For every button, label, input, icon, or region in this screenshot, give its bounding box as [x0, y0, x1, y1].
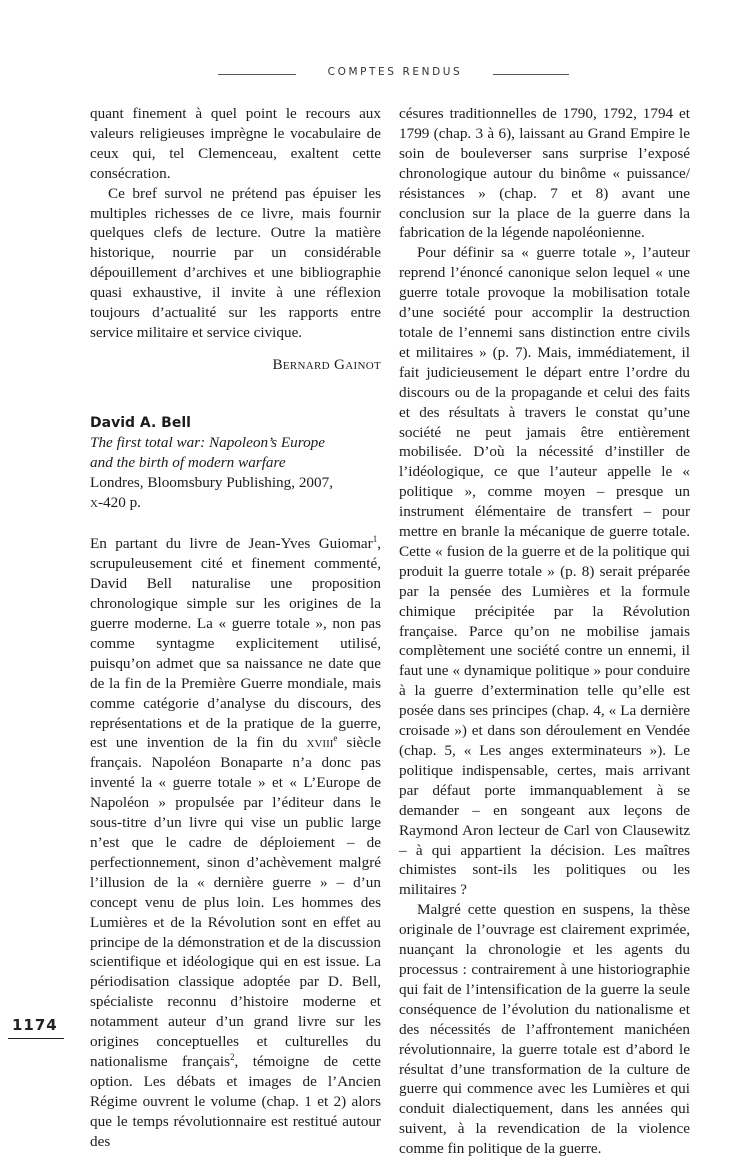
- book-pages: [90, 493, 381, 513]
- text-run: , témoigne de cette option. Les débats et images de l’Ancien Régime ouvrent le volume (chap. 1 et 2) alors que le temps révolutionnaire est restitué autour des: [90, 1052, 381, 1150]
- book-publisher: Londres, Bloomsbury Publishing, 2007,: [90, 473, 334, 491]
- left-column: [90, 104, 381, 1152]
- paragraph: Pour définir sa « guerre totale », l’auteur reprend l’énoncé canonique selon lequel « une guerre totale provoque la mobilisation totale d’une société pour accomplir la destruction totale de l’ennemi sans distinction entre civils et militaires » (p. 7). Mais, immédiatement, il fait judicieusement le départ entre l’ordre du discours ou de la propagande et celui des faits et des résultats à travers le constat qu’une société ne peut jamais être entièrement mobilisée. D’où la nécessité d’instiller de l’idéologique, ce que l’auteur appelle le « politique », comme moyen – presque un instrument élémentaire de transfert – pour mettre en branle la mécanique de guerre totale. Cette « fusion de la guerre et de la politique qui produit la guerre totale » (p. 8) serait préparée par la pensée des Lumières et la formule chimique précipitée par la Révolution française. Parce qu’on ne mobilise jamais complètement une société contre un ennemi, il faut une « dynamique politique » pour conduire à la guerre d’extermination telle qu’elle est posée dans ses principes (chap. 4, « La dernière croisade ») et dans son déroulement en Vendée (chap. 5, « Les anges exterminateurs »). Le politique indispensable, certes, mais arrivant par défaut porte immanquablement à se demander – en songeant aux leçons de Raymond Aron lecteur de Carl von Clausewitz – à qui appartient la décision. Les maîtres chimistes sont-ils les politiques ou les militaires ?: [399, 244, 690, 899]
- paragraph: Malgré cette question en suspens, la thèse originale de l’ouvrage est clairement exprimée, nuançant la chronologie et les agents du processus : contrairement à une historiographie qui fait de l’intensification de la guerre la seule conséquence de l’évolution du nationalisme et des nécessités de l’affrontement manichéen révolutionnaire, la guerre totale est d’abord le résultat d’une transformation de la culture de guerre qui commence avec les Lumières et qui conduit dialectiquement, dans les années qui suivent, à la revendication de la violence comme fin politique de la guerre.: [399, 901, 690, 1158]
- text-run: siècle français. Napoléon Bonaparte n’a donc pas inventé la « guerre totale » et « L’Europe de Napoléon » propulsée par l’éditeur dans le sous-titre d’un livre qui vise un public large n’est que le cadre de déploiement – de perfectionnement, sinon d’achèvement malgré l’illusion de la « dernière guerre » – d’un concept venu de plus loin. Les hommes des Lumières et de la Révolution sont en effet au principe de la démonstration et de la discussion scientifique et idéologique qui en est issue. La périodisation classique adoptée par D. Bell, spécialiste reconnu d’histoire moderne et notamment auteur d’un grand livre sur les origines conceptuelles et culturelles du nationalisme français: [90, 734, 381, 1070]
- footnote-ref: 1: [372, 534, 378, 545]
- header-rule-right: [493, 74, 569, 75]
- book-reference: [90, 413, 381, 513]
- paragraph: [90, 534, 381, 1151]
- header-rule-left: [218, 74, 296, 75]
- page-number-rule: [8, 1038, 64, 1039]
- book-title-line: and the birth of modern warfare: [90, 453, 286, 471]
- right-column: [399, 104, 690, 1159]
- paragraph: Ce bref survol ne prétend pas épuiser les multiples richesses de ce livre, mais fournir quelques clefs de lecture. Outre la matière historique, nourrie par un considérable dépouillement d’archives et une bibliographie quasi exhaustive, il invite à une réflexion toujours d’actualité sur les rapports entre service militaire et service civique.: [90, 184, 381, 341]
- book-pages-roman: x: [90, 493, 98, 511]
- century-numeral: xviii: [306, 734, 334, 752]
- paragraph: quant finement à quel point le recours aux valeurs religieuses imprègne le vocabulaire de ceux qui, tel Clemenceau, exaltent cette consécration.: [90, 105, 381, 182]
- text-run: , scrupuleusement cité et finement commenté, David Bell naturalise une proposition chronologique simple sur les origines de la guerre moderne. La « guerre totale », non pas comme syntagme explicitement utilisé, puisqu’on admet que sa naissance ne date que de la fin de la Première Guerre mondiale, mais comme catégorie d’analyse du discours, des représentations et de la pratique de la guerre, est une invention de la fin du: [90, 535, 381, 752]
- running-header-title: COMPTES RENDUS: [327, 66, 463, 78]
- running-header: [0, 66, 754, 82]
- book-pages-count: -420 p.: [97, 493, 141, 511]
- text-run: En partant du livre de Jean-Yves Guiomar: [90, 535, 373, 553]
- book-title-line: The first total war: Napoleon’s Europe: [90, 433, 325, 451]
- footnote-ref: 2: [230, 1051, 235, 1062]
- paragraph: césures traditionnelles de 1790, 1792, 1794 et 1799 (chap. 3 à 6), laissant au Grand Empire le soin de bouleverser sans surprise l’exposé chronologique autour du binôme « puissance/ résistances » (chap. 7 et 8) avant une conclusion sur la place de la guerre dans la fabrication de la légende napoléonienne.: [399, 105, 690, 242]
- book-author: David A. Bell: [90, 414, 191, 431]
- page-number: 1174: [12, 1016, 58, 1034]
- century-superscript: e: [333, 733, 338, 744]
- review-signature: Bernard Gainot: [272, 355, 381, 373]
